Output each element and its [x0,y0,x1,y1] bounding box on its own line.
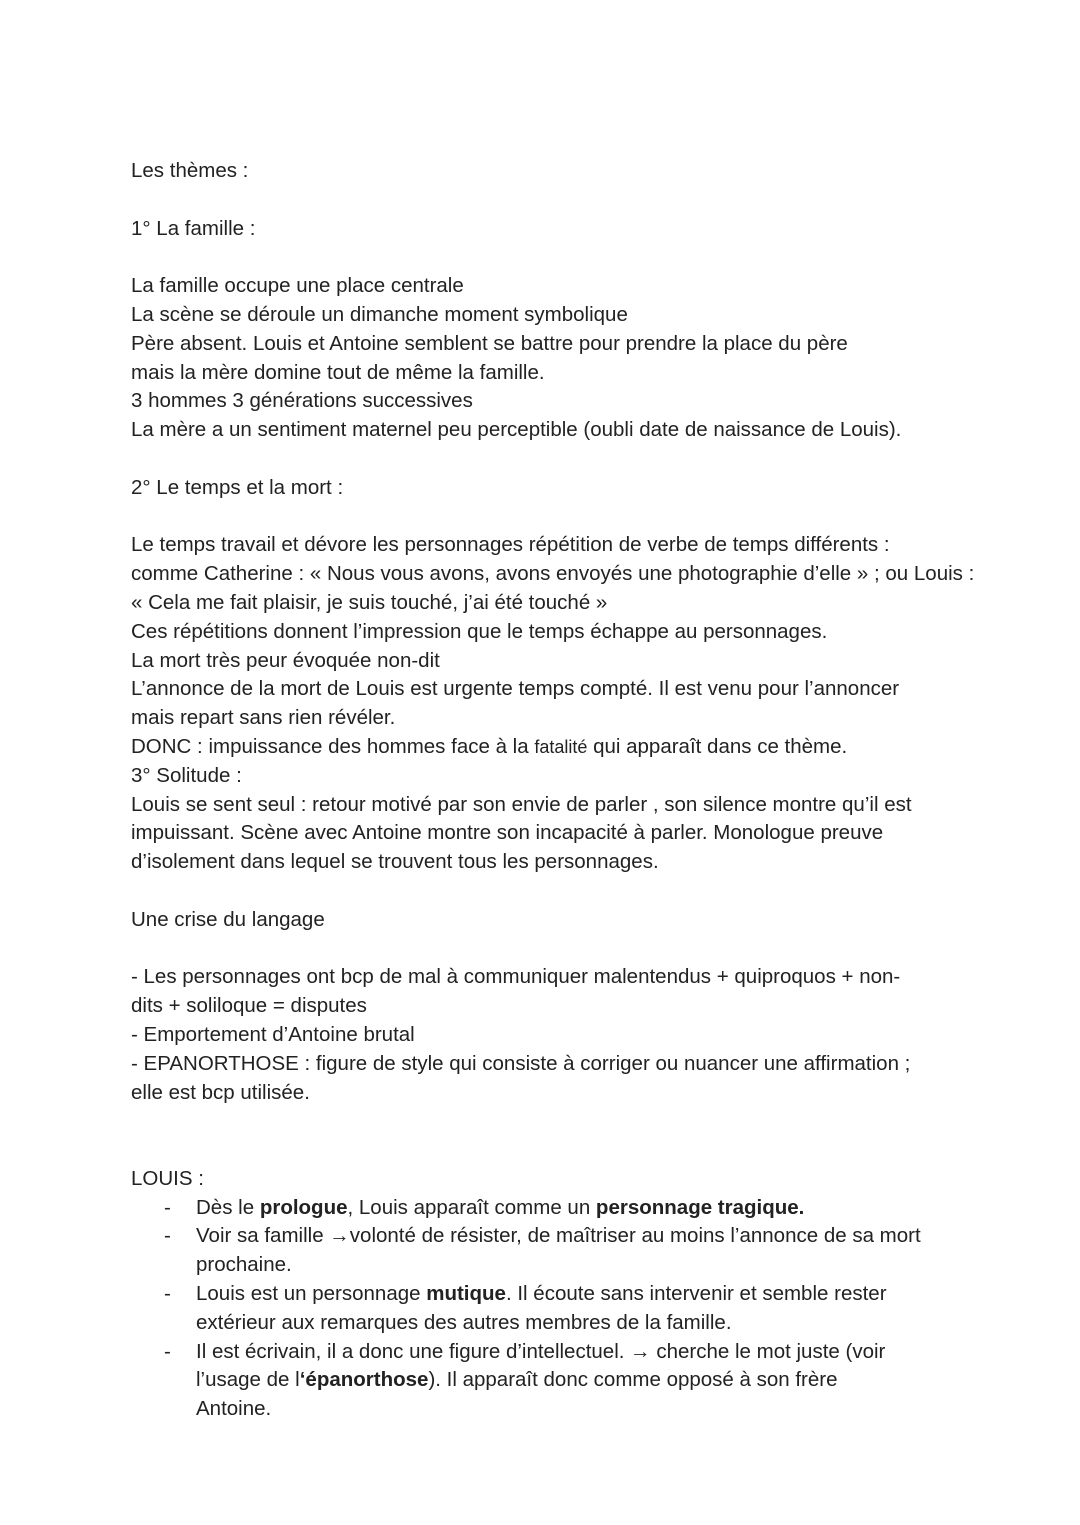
temps-line: comme Catherine : « Nous vous avons, avons envoyés une photographie d’elle » ; ou Louis : [131,562,975,586]
temps-conclusion-start: DONC : impuissance des hommes face à la [131,734,535,758]
temps-line: mais repart sans rien révéler. [131,706,396,730]
crise-line: - Les personnages ont bcp de mal à communiquer malentendus + quiproquos + non- [131,965,901,989]
spacer [131,503,1041,532]
spacer [131,935,1041,964]
famille-line: La mère a un sentiment maternel peu perceptible (oubli date de naissance de Louis). [131,418,902,442]
famille-line: mais la mère domine tout de même la famille. [131,360,545,384]
bullet-line: Antoine. [196,1397,272,1421]
bullet-line: Voir sa famille →volonté de résister, de maîtriser au moins l’annonce de sa mort [196,1224,921,1248]
spacer [131,877,1041,906]
famille-line: 3 hommes 3 générations successives [131,389,473,413]
solitude-line: d’isolement dans lequel se trouvent tous les personnages. [131,850,659,874]
famille-line: La scène se déroule un dimanche moment symbolique [131,302,628,326]
famille-line: La famille occupe une place centrale [131,274,464,298]
crise-line: - EPANORTHOSE : figure de style qui consiste à corriger ou nuancer une affirmation ; [131,1051,911,1075]
louis-bullet-list [131,1194,1041,1424]
list-item [131,1194,1041,1223]
document-page [131,157,1041,1424]
crise-line: - Emportement d’Antoine brutal [131,1022,415,1046]
temps-line: La mort très peur évoquée non-dit [131,648,440,672]
text-run: ). Il apparaît donc comme opposé à son frère [428,1368,838,1392]
bullet-dash: - [164,1224,171,1248]
list-item [131,1338,1041,1424]
bullet-line [196,1194,1041,1223]
bold-text: prologue [259,1195,348,1219]
bullet-dash: - [164,1339,171,1363]
spacer [131,445,1041,474]
spacer [131,1136,1041,1165]
section-heading-temps: 2° Le temps et la mort : [131,475,344,499]
bullet-line [196,1280,1041,1309]
section-heading-crise: Une crise du langage [131,907,325,931]
section-heading-famille: 1° La famille : [131,216,256,240]
solitude-line: impuissant. Scène avec Antoine montre son incapacité à parler. Monologue preuve [131,821,884,845]
spacer [131,1107,1041,1136]
text-run: l’usage de l [196,1368,300,1392]
text-run: , Louis apparaît comme un [347,1195,596,1219]
bold-text: personnage tragique. [595,1195,805,1219]
bullet-line [196,1366,1041,1395]
bold-text: ‘épanorthose [299,1368,429,1392]
temps-conclusion-fatalite: fatalité [534,736,588,757]
list-item [131,1280,1041,1338]
temps-line: Ces répétitions donnent l’impression que le temps échappe au personnages. [131,619,828,643]
crise-line: dits + soliloque = disputes [131,994,367,1018]
text-run: Dès le [196,1195,260,1219]
section-heading-louis: LOUIS : [131,1166,204,1190]
crise-line: elle est bcp utilisée. [131,1080,310,1104]
text-run: . Il écoute sans intervenir et semble rester [505,1282,887,1306]
section-heading-solitude: 3° Solitude : [131,763,242,787]
bullet-line: prochaine. [196,1253,292,1277]
temps-line: « Cela me fait plaisir, je suis touché, j’ai été touché » [131,590,608,614]
temps-line: L’annonce de la mort de Louis est urgente temps compté. Il est venu pour l’annoncer [131,677,900,701]
list-item [131,1222,1041,1280]
temps-conclusion-end: qui apparaît dans ce thème. [587,734,848,758]
bullet-line: extérieur aux remarques des autres membres de la famille. [196,1310,732,1334]
text-run: Louis est un personnage [196,1282,427,1306]
doc-title: Les thèmes : [131,159,249,182]
temps-conclusion [131,733,1041,762]
spacer [131,186,1041,215]
bullet-dash: - [164,1282,171,1306]
famille-line: Père absent. Louis et Antoine semblent se battre pour prendre la place du père [131,331,848,355]
bold-text: mutique [426,1282,506,1306]
temps-line: Le temps travail et dévore les personnages répétition de verbe de temps différents : [131,533,890,557]
bullet-line: Il est écrivain, il a donc une figure d’intellectuel. → cherche le mot juste (voir [196,1339,886,1363]
spacer [131,243,1041,272]
bullet-dash: - [164,1195,171,1219]
solitude-line: Louis se sent seul : retour motivé par son envie de parler , son silence montre qu’il est [131,792,912,816]
